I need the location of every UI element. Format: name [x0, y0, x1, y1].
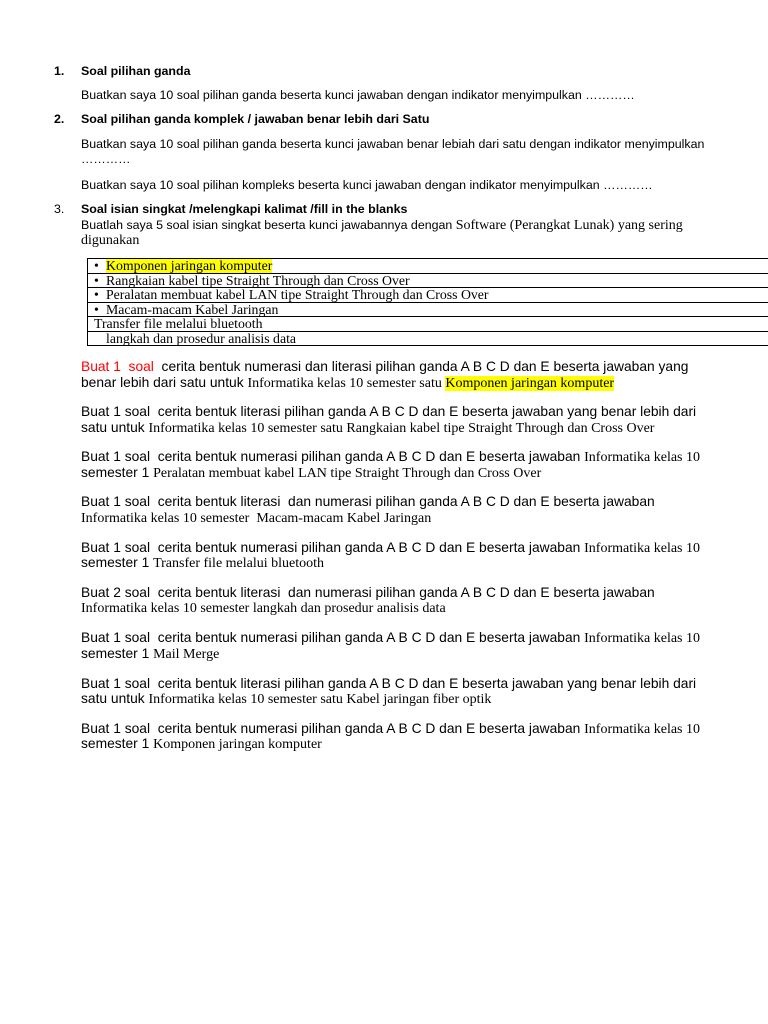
bullet: •: [94, 272, 99, 288]
table-row: [88, 287, 768, 302]
request-text: semester 1: [81, 646, 154, 661]
request-subject: Informatika kelas 10 semester satu: [247, 376, 446, 391]
bullet: •: [94, 258, 99, 273]
request-line: [81, 359, 688, 375]
request-topic: Macam-macam Kabel Jaringan: [256, 511, 432, 526]
request-subject: Informatika kelas 10: [584, 631, 700, 646]
request-text: Buat 1 soal cerita bentuk numerasi pilihan ganda A B C D dan E beserta jawaban: [81, 721, 585, 736]
bullet: •: [94, 301, 99, 317]
request-text: satu untuk: [81, 420, 149, 435]
table-cell: Komponen jaringan komputer: [106, 258, 273, 273]
request-line: [81, 449, 700, 466]
request-subject: Informatika kelas 10 semester satu: [148, 421, 347, 436]
request-subject: Informatika kelas 10: [584, 541, 700, 556]
section-intro-line: [81, 233, 139, 248]
section-intro-line: [81, 218, 683, 233]
section-subject: Software (Perangkat Lunak) yang sering: [455, 218, 683, 233]
table-cell: Macam-macam Kabel Jaringan: [106, 301, 279, 317]
section-title: Soal isian singkat /melengkapi kalimat /fill in the blanks: [81, 202, 408, 216]
request-text: Buat 1 soal cerita bentuk literasi pilihan ganda A B C D dan E beserta jawaban yang benar lebih dari: [81, 676, 697, 691]
request-text: semester 1: [81, 736, 154, 751]
request-line: [81, 494, 655, 510]
request-topic: Peralatan membuat kabel LAN tipe Straight Through dan Cross Over: [153, 466, 542, 481]
request-topic-highlighted: Komponen jaringan komputer: [445, 376, 615, 391]
table-cell: Rangkaian kabel tipe Straight Through dan Cross Over: [106, 272, 410, 288]
section-title: Soal pilihan ganda komplek / jawaban benar lebih dari Satu: [81, 112, 430, 126]
section-text: Buatkan saya 10 soal pilihan ganda beserta kunci jawaban dengan indikator menyimpulkan …………: [81, 88, 635, 102]
request-subject: Informatika kelas 10 semester: [81, 511, 257, 526]
request-text: benar lebih dari satu untuk: [81, 375, 248, 390]
section-text: Buatkan saya 10 soal pilihan ganda beserta kunci jawaban benar lebiah dari satu dengan indikator menyimpulkan: [81, 137, 705, 151]
request-line: [81, 600, 446, 617]
request-text: semester 1: [81, 555, 154, 570]
table-row: [88, 331, 768, 346]
request-text: Buat 1 soal cerita bentuk numerasi pilihan ganda A B C D dan E beserta jawaban: [81, 449, 585, 464]
request-line: [81, 736, 322, 753]
section-subject: digunakan: [81, 233, 140, 248]
table-row: [88, 273, 768, 288]
table-row: [88, 258, 768, 273]
table-row: [88, 302, 768, 317]
request-subject: Informatika kelas 10: [584, 722, 700, 737]
request-line: [81, 404, 696, 420]
table-row: [88, 316, 768, 331]
request-text: Buat 1 soal cerita bentuk literasi dan numerasi pilihan ganda A B C D dan E beserta jawaban: [81, 494, 655, 509]
request-line: [81, 630, 700, 647]
request-text: satu untuk: [81, 691, 149, 706]
request-line: [81, 465, 541, 482]
request-line: [81, 676, 696, 692]
request-topic: Komponen jaringan komputer: [153, 737, 322, 752]
request-text: Buat 1 soal cerita bentuk literasi pilihan ganda A B C D dan E beserta jawaban yang benar lebih dari: [81, 404, 697, 419]
request-topic: Rangkaian kabel tipe Straight Through dan Cross Over: [346, 421, 655, 436]
request-text: semester 1: [81, 465, 154, 480]
request-topic: langkah dan prosedur analisis data: [252, 601, 446, 616]
request-subject: Informatika kelas 10 semester satu: [148, 692, 347, 707]
request-topic: Transfer file melalui bluetooth: [153, 556, 325, 571]
request-count-highlight: Buat 1 soal: [81, 359, 154, 374]
table-cell: Transfer file melalui bluetooth: [94, 316, 263, 331]
list-number: 2.: [54, 112, 65, 126]
section-text: Buatlah saya 5 soal isian singkat beserta kunci jawabannya dengan: [81, 218, 456, 232]
table-cell: Peralatan membuat kabel LAN tipe Straight Through dan Cross Over: [106, 287, 489, 302]
list-number: 3.: [54, 202, 65, 216]
request-line: [81, 585, 655, 601]
request-text: Buat 2 soal cerita bentuk literasi dan numerasi pilihan ganda A B C D dan E beserta jawaban: [81, 585, 655, 600]
request-line: [81, 691, 491, 708]
bullet: •: [94, 287, 99, 302]
list-number: 1.: [54, 64, 65, 78]
section-text: …………: [81, 152, 131, 166]
request-line: [81, 420, 654, 437]
topics-table: [87, 258, 768, 346]
request-topic: Kabel jaringan fiber optik: [346, 692, 492, 707]
request-line: [81, 375, 614, 392]
request-text: cerita bentuk numerasi dan literasi pilihan ganda A B C D dan E beserta jawaban yang: [153, 359, 689, 374]
request-line: [81, 510, 431, 527]
request-line: [81, 646, 219, 663]
request-text: Buat 1 soal cerita bentuk numerasi pilihan ganda A B C D dan E beserta jawaban: [81, 540, 585, 555]
request-text: Buat 1 soal cerita bentuk numerasi pilihan ganda A B C D dan E beserta jawaban: [81, 630, 585, 645]
table-cell: langkah dan prosedur analisis data: [106, 330, 297, 346]
request-topic: Mail Merge: [153, 647, 220, 662]
request-subject: Informatika kelas 10 semester: [81, 601, 253, 616]
request-subject: Informatika kelas 10: [584, 450, 700, 465]
section-title: Soal pilihan ganda: [81, 64, 191, 78]
section-text: Buatkan saya 10 soal pilihan kompleks beserta kunci jawaban dengan indikator menyimpulkan …………: [81, 178, 653, 192]
request-line: [81, 555, 324, 572]
